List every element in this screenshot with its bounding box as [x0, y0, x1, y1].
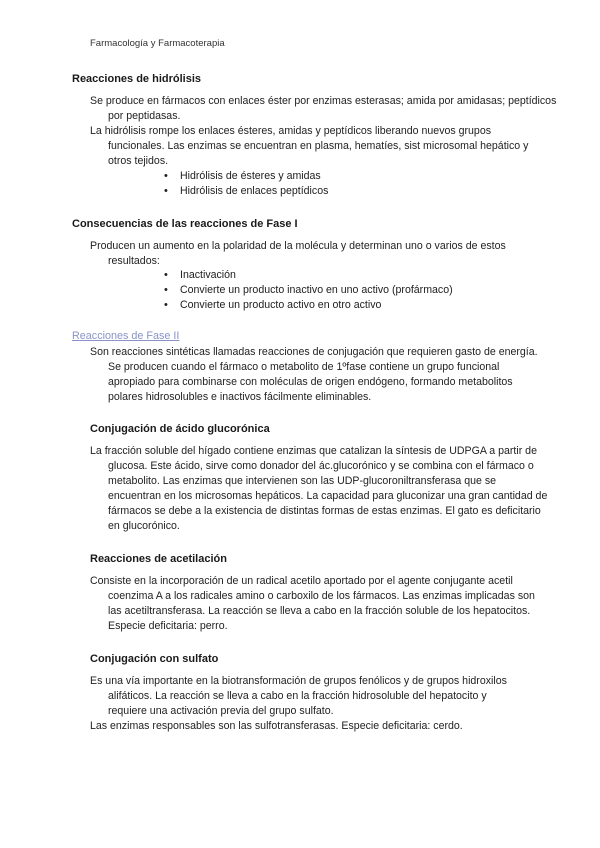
running-header: Farmacología y Farmacoterapia: [90, 38, 225, 49]
paragraph-hidrolisis-1: Se produce en fármacos con enlaces éster por enzimas esterasas; amida por amidasas; peptídicos por peptidasas.: [90, 95, 557, 122]
section-heading-glucuronica: Conjugación de ácido glucorónica: [90, 423, 270, 435]
paragraph-hidrolisis-2: La hidrólisis rompe los enlaces ésteres, amidas y peptídicos liberando nuevos grupos funcionales. Las enzimas se encuentran en plasma, hematíes, sist microsomal hepático y otros tejidos.: [90, 125, 529, 167]
list-item: • Convierte un producto inactivo en uno activo (profármaco): [164, 283, 524, 298]
list-item: • Inactivación: [164, 268, 524, 283]
bullet-list-hidrolisis: [164, 169, 524, 199]
paragraph-fase-ii: Son reacciones sintéticas llamadas reacciones de conjugación que requieren gasto de energía. Se producen cuando el fármaco o metabolito de 1ºfase contiene un grupo funcional apropiado para combinarse con moléculas de origen endógeno, formando metabolitos polares hidrosolubles e inactivos fácilmente eliminables.: [90, 346, 538, 403]
section-heading-hidrolisis: Reacciones de hidrólisis: [72, 73, 201, 85]
paragraph-consecuencias: Producen un aumento en la polaridad de la molécula y determinan uno o varios de estos resultados:: [90, 240, 506, 267]
paragraph-glucuronica: La fracción soluble del hígado contiene enzimas que catalizan la síntesis de UDPGA a partir de glucosa. Este ácido, sirve como donador del ác.glucorónico y se combina con el fármaco o metabolito. Las enzimas que intervienen son las UDP-glucoroniltransferasa que se encuentran en los microsomas hepáticos. La capacidad para gluconizar una gran cantidad de fármacos se debe a la existencia de distintas formas de estas enzimas. El gato es deficitario en glucorónico.: [90, 445, 548, 532]
section-heading-sulfato: Conjugación con sulfato: [90, 653, 219, 665]
list-item: • Hidrólisis de enlaces peptídicos: [164, 184, 524, 199]
paragraph-acetilacion: Consiste en la incorporación de un radical acetilo aportado por el agente conjugante acetil coenzima A a los radicales amino o carboxilo de los fármacos. Las enzimas implicadas son las acetiltransferasa. La reacción se lleva a cabo en la fracción soluble de los hepatocitos. Especie deficitaria: perro.: [90, 575, 535, 632]
bullet-list-consecuencias: [164, 268, 524, 313]
list-item: • Hidrólisis de ésteres y amidas: [164, 169, 524, 184]
paragraph-sulfato-2: Las enzimas responsables son las sulfotransferasas. Especie deficitaria: cerdo.: [90, 720, 463, 732]
link-reacciones-fase-ii[interactable]: Reacciones de Fase II: [72, 330, 180, 342]
section-heading-consecuencias: Consecuencias de las reacciones de Fase I: [72, 218, 298, 230]
paragraph-sulfato-1: Es una vía importante en la biotransformación de grupos fenólicos y de grupos hidroxilos alifáticos. La reacción se lleva a cabo en la fracción hidrosoluble del hepatocito y requiere una activación previa del grupo sulfato.: [90, 675, 507, 717]
list-item: • Convierte un producto activo en otro activo: [164, 298, 524, 313]
section-heading-acetilacion: Reacciones de acetilación: [90, 553, 227, 565]
